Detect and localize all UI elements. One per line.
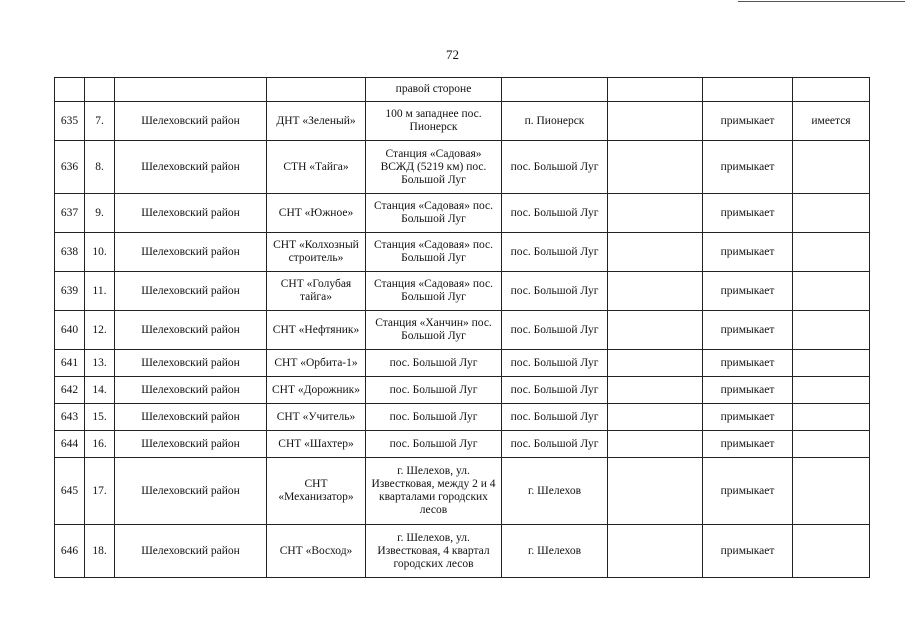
continuation-row [55,78,870,102]
cell-name: СНТ «Учитель» [267,404,366,431]
cell-location: Станция «Садовая» пос. Большой Луг [366,194,502,233]
table-row [55,350,870,377]
table-row [55,404,870,431]
cell-settlement: пос. Большой Луг [502,194,608,233]
cell-district: Шелеховский район [115,404,267,431]
cell-name: СНТ «Дорожник» [267,377,366,404]
cell-num: 642 [55,377,85,404]
cell-district: Шелеховский район [115,458,267,525]
cell-idx: 15. [85,404,115,431]
table-row [55,102,870,141]
cell-location: Станция «Садовая» ВСЖД (5219 км) пос. Большой Луг [366,141,502,194]
cell-name: СНТ «Голубая тайга» [267,272,366,311]
cell-idx: 13. [85,350,115,377]
cell-location: пос. Большой Луг [366,431,502,458]
cell-num: 636 [55,141,85,194]
cell-name: СНТ «Шахтер» [267,431,366,458]
cell-adjacency: примыкает [703,233,793,272]
cell-idx: 10. [85,233,115,272]
cell-district [115,78,267,102]
cell-settlement: пос. Большой Луг [502,431,608,458]
cell-idx: 7. [85,102,115,141]
cell-adjacency: примыкает [703,311,793,350]
cell-settlement: пос. Большой Луг [502,272,608,311]
cell-location: г. Шелехов, ул. Известковая, между 2 и 4 кварталами городских лесов [366,458,502,525]
cell-col6 [608,350,703,377]
table-row [55,233,870,272]
cell-name: СНТ «Восход» [267,525,366,578]
page-number: 72 [446,47,459,62]
table-row [55,525,870,578]
cell-district: Шелеховский район [115,377,267,404]
cell-col6 [608,272,703,311]
cell-num: 635 [55,102,85,141]
cell-idx: 8. [85,141,115,194]
cell-num: 646 [55,525,85,578]
cell-num: 639 [55,272,85,311]
cell-last [793,458,870,525]
cell-adjacency [703,78,793,102]
cell-district: Шелеховский район [115,431,267,458]
cell-col6 [608,194,703,233]
cell-num: 637 [55,194,85,233]
cell-num [55,78,85,102]
cell-col6 [608,458,703,525]
cell-last [793,404,870,431]
table-row [55,272,870,311]
cell-adjacency: примыкает [703,458,793,525]
table-row [55,141,870,194]
cell-settlement: пос. Большой Луг [502,377,608,404]
cell-col6 [608,311,703,350]
cell-idx: 9. [85,194,115,233]
cell-adjacency: примыкает [703,272,793,311]
cell-district: Шелеховский район [115,311,267,350]
cell-col6 [608,141,703,194]
cell-col6 [608,431,703,458]
cell-location: 100 м западнее пос. Пионерск [366,102,502,141]
cell-idx: 14. [85,377,115,404]
cell-idx: 17. [85,458,115,525]
cell-last [793,525,870,578]
cell-last [793,377,870,404]
cell-adjacency: примыкает [703,194,793,233]
cell-settlement: г. Шелехов [502,458,608,525]
cell-location: г. Шелехов, ул. Известковая, 4 квартал городских лесов [366,525,502,578]
cell-idx: 18. [85,525,115,578]
cell-last [793,431,870,458]
cell-location: пос. Большой Луг [366,350,502,377]
table-row [55,311,870,350]
cell-location: Станция «Садовая» пос. Большой Луг [366,233,502,272]
cell-col6 [608,377,703,404]
cell-location: правой стороне [366,78,502,102]
cell-num: 641 [55,350,85,377]
cell-col6 [608,404,703,431]
cell-location: Станция «Ханчин» пос. Большой Луг [366,311,502,350]
cell-name: ДНТ «Зеленый» [267,102,366,141]
table-row [55,431,870,458]
cell-settlement [502,78,608,102]
cell-district: Шелеховский район [115,525,267,578]
cell-idx [85,78,115,102]
cell-name: СНТ «Механизатор» [267,458,366,525]
cell-adjacency: примыкает [703,141,793,194]
cell-district: Шелеховский район [115,233,267,272]
cell-name: СНТ «Орбита-1» [267,350,366,377]
cell-col6 [608,525,703,578]
cell-idx: 12. [85,311,115,350]
cell-last [793,311,870,350]
cell-settlement: пос. Большой Луг [502,233,608,272]
cell-last: имеется [793,102,870,141]
cell-location: Станция «Садовая» пос. Большой Луг [366,272,502,311]
table-row [55,377,870,404]
cell-settlement: г. Шелехов [502,525,608,578]
cell-col6 [608,78,703,102]
cell-adjacency: примыкает [703,404,793,431]
cell-num: 640 [55,311,85,350]
cell-last [793,272,870,311]
table-row [55,194,870,233]
cell-num: 644 [55,431,85,458]
cell-name: СНТ «Колхозный строитель» [267,233,366,272]
cell-adjacency: примыкает [703,102,793,141]
cell-last [793,78,870,102]
cell-settlement: п. Пионерск [502,102,608,141]
cell-name [267,78,366,102]
cell-district: Шелеховский район [115,141,267,194]
cell-location: пос. Большой Луг [366,404,502,431]
cell-settlement: пос. Большой Луг [502,350,608,377]
cell-district: Шелеховский район [115,102,267,141]
cell-col6 [608,102,703,141]
cell-name: СТН «Тайга» [267,141,366,194]
cell-idx: 16. [85,431,115,458]
cell-last [793,233,870,272]
cell-last [793,141,870,194]
cell-district: Шелеховский район [115,350,267,377]
cell-adjacency: примыкает [703,525,793,578]
cell-settlement: пос. Большой Луг [502,141,608,194]
cell-num: 638 [55,233,85,272]
cell-adjacency: примыкает [703,431,793,458]
cell-name: СНТ «Нефтяник» [267,311,366,350]
cell-adjacency: примыкает [703,377,793,404]
cell-col6 [608,233,703,272]
header-rule [738,1,905,2]
cell-settlement: пос. Большой Луг [502,404,608,431]
cell-settlement: пос. Большой Луг [502,311,608,350]
cell-location: пос. Большой Луг [366,377,502,404]
cell-num: 643 [55,404,85,431]
table-row [55,458,870,525]
cell-name: СНТ «Южное» [267,194,366,233]
cell-adjacency: примыкает [703,350,793,377]
cell-last [793,350,870,377]
registry-table [54,77,870,578]
cell-num: 645 [55,458,85,525]
cell-last [793,194,870,233]
cell-district: Шелеховский район [115,272,267,311]
cell-district: Шелеховский район [115,194,267,233]
cell-idx: 11. [85,272,115,311]
